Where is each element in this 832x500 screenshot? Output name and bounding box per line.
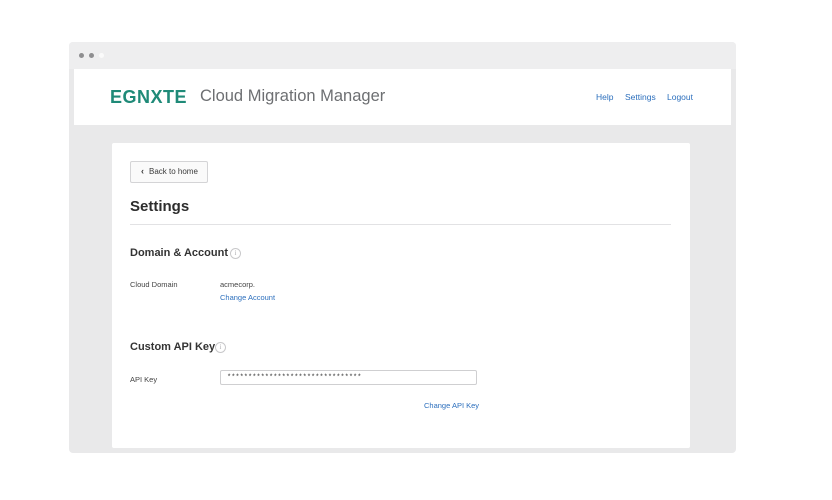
product-name: Cloud Migration Manager bbox=[200, 87, 386, 105]
api-key-label: API Key bbox=[130, 375, 158, 384]
browser-window bbox=[69, 42, 736, 453]
title-divider bbox=[130, 224, 671, 225]
back-to-home-button[interactable] bbox=[130, 161, 208, 183]
nav-logout-link[interactable]: Logout bbox=[667, 92, 693, 102]
chevron-left-icon: ‹ bbox=[141, 166, 144, 176]
nav-help-link[interactable]: Help bbox=[596, 92, 614, 102]
info-icon[interactable]: i bbox=[230, 248, 241, 259]
page-title: Settings bbox=[130, 198, 190, 215]
custom-api-key-heading: Custom API Key bbox=[130, 341, 216, 353]
back-button-label: Back to home bbox=[149, 167, 198, 176]
change-account-link[interactable]: Change Account bbox=[220, 293, 276, 302]
cloud-domain-value: acmecorp. bbox=[220, 280, 256, 289]
window-titlebar bbox=[69, 42, 736, 69]
brand-logo[interactable] bbox=[110, 87, 187, 108]
cloud-domain-label: Cloud Domain bbox=[130, 280, 178, 289]
window-minimize-button[interactable] bbox=[89, 53, 94, 58]
api-key-field[interactable]: ******************************** bbox=[220, 370, 477, 385]
domain-account-heading: Domain & Account bbox=[130, 247, 228, 259]
settings-panel bbox=[112, 143, 690, 448]
app-header bbox=[74, 69, 731, 125]
brand-name: EGNXTE bbox=[110, 87, 188, 107]
info-icon[interactable]: i bbox=[215, 342, 226, 353]
window-maximize-button[interactable] bbox=[99, 53, 104, 58]
window-close-button[interactable] bbox=[79, 53, 84, 58]
change-api-key-link[interactable]: Change API Key bbox=[424, 401, 480, 410]
nav-settings-link[interactable]: Settings bbox=[625, 92, 656, 102]
